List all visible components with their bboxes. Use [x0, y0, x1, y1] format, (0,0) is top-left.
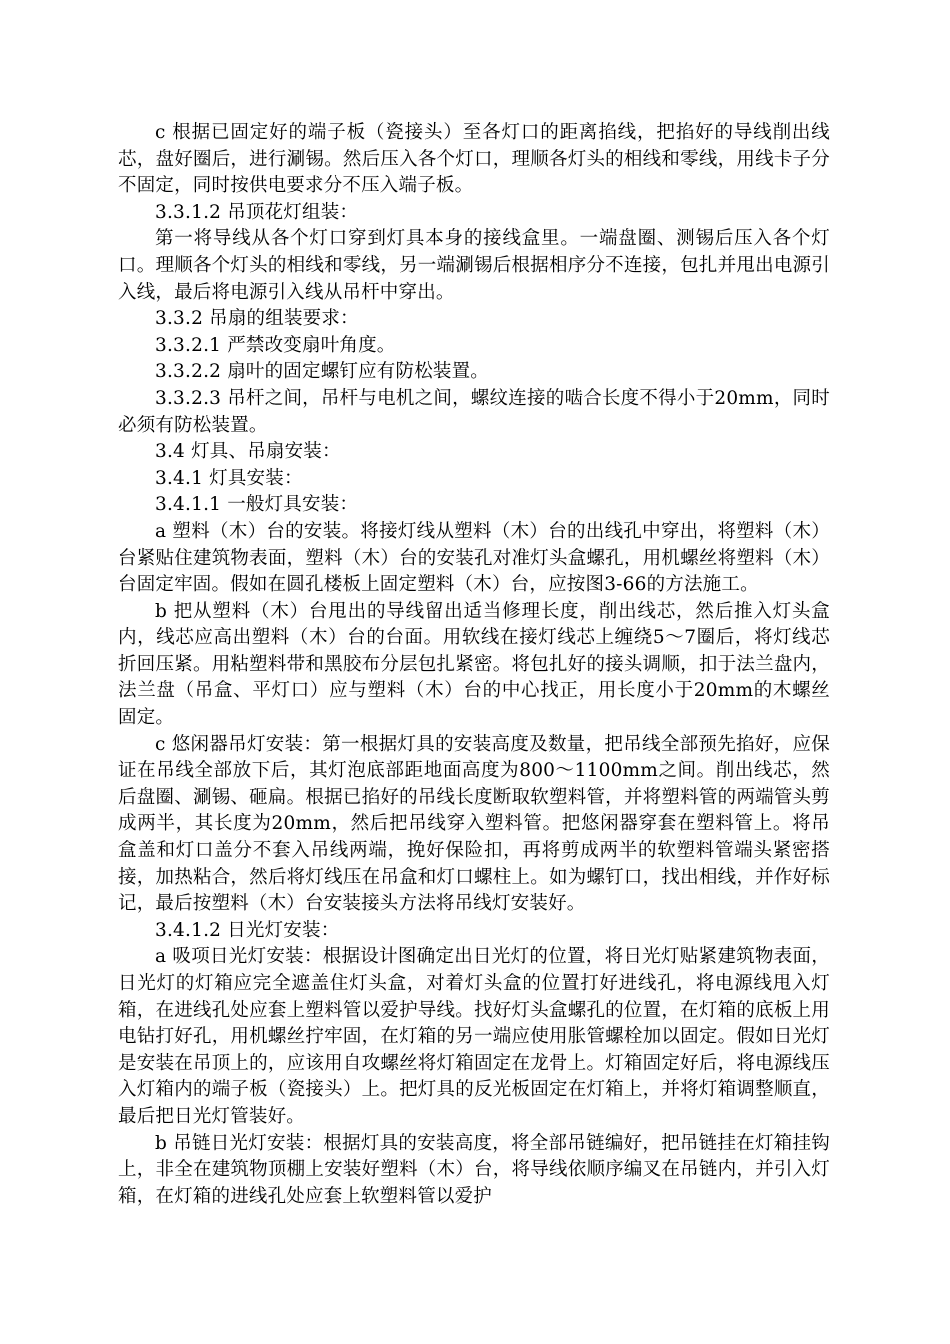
- paragraph: b 把从塑料（木）台甩出的导线留出适当修理长度，削出线芯，然后推入灯头盒内，线芯应高出塑料（木）台的台面。用软线在接灯线芯上缠绕5～7圈后，将灯线芯折回压紧。用粘塑料带和黑胶布分层包扎紧密。将包扎好的接头调顺，扣于法兰盘内，法兰盘（吊盒、平灯口）应与塑料（木）台的中心找正，用长度小于20mm的木螺丝固定。: [118, 600, 830, 729]
- paragraph: a 吸项日光灯安装：根据设计图确定出日光灯的位置，将日光灯贴紧建筑物表面，日光灯的灯箱应完全遮盖住灯头盒，对着灯头盒的位置打好进线孔，将电源线甩入灯箱，在进线孔处应套上塑料管以爱护导线。找好灯头盒螺孔的位置，在灯箱的底板上用电钻打好孔，用机螺丝拧牢固，在灯箱的另一端应使用胀管螺栓加以固定。假如日光灯是安装在吊顶上的，应该用自攻螺丝将灯箱固定在龙骨上。灯箱固定好后，将电源线压入灯箱内的端子板（瓷接头）上。把灯具的反光板固定在灯箱上，并将灯箱调整顺直，最后把日光灯管装好。: [118, 946, 830, 1127]
- section-heading: 3.3.2 吊扇的组装要求：: [155, 308, 359, 330]
- section-heading: 3.4.1.2 日光灯安装：: [155, 919, 340, 941]
- section-heading: 3.4.1.1 一般灯具安装：: [155, 494, 359, 516]
- section-heading: 3.4 灯具、吊扇安装：: [155, 441, 341, 463]
- paragraph: 3.3.2.3 吊杆之间，吊杆与电机之间，螺纹连接的啮合长度不得小于20mm，同时必须有防松装置。: [118, 387, 830, 436]
- section-heading: 3.3.2.1 严禁改变扇叶角度。: [155, 334, 396, 356]
- section-heading: 3.3.2.2 扇叶的固定螺钉应有防松装置。: [155, 361, 490, 383]
- paragraph: a 塑料（木）台的安装。将接灯线从塑料（木）台的出线孔中穿出，将塑料（木）台紧贴住建筑物表面，塑料（木）台的安装孔对准灯头盒螺孔，用机螺丝将塑料（木）台固定牢固。假如在圆孔楼板上固定塑料（木）台，应按图3-66的方法施工。: [118, 520, 830, 596]
- paragraph: b 吊链日光灯安装：根据灯具的安装高度，将全部吊链编好，把吊链挂在灯箱挂钩上，非全在建筑物顶棚上安装好塑料（木）台，将导线依顺序编叉在吊链内，并引入灯箱，在灯箱的进线孔处应套上软塑料管以爱护: [118, 1132, 830, 1207]
- paragraph: 第一将导线从各个灯口穿到灯具本身的接线盒里。一端盘圈、测锡后压入各个灯口。理顺各个灯头的相线和零线，另一端涮锡后根据相序分不连接，包扎并甩出电源引入线，最后将电源引入线从吊杆中穿出。: [118, 228, 830, 303]
- document-page: [118, 120, 830, 1210]
- section-heading: 3.3.1.2 吊顶花灯组装：: [155, 201, 359, 223]
- paragraph: c 根据已固定好的端子板（瓷接头）至各灯口的距离掐线，把掐好的导线削出线芯，盘好圈后，进行涮锡。然后压入各个灯口，理顺各灯头的相线和零线，用线卡子分不固定，同时按供电要求分不压入端子板。: [118, 122, 830, 197]
- section-heading: 3.4.1 灯具安装：: [155, 467, 303, 489]
- paragraph: c 悠闲器吊灯安装：第一根据灯具的安装高度及数量，把吊线全部预先掐好，应保证在吊线全部放下后，其灯泡底部距地面高度为800～1100mm之间。削出线芯，然后盘圈、涮锡、砸扁。根据已掐好的吊线长度断取软塑料管，并将塑料管的两端管头剪成两半，其长度为20mm，然后把吊线穿入塑料管。把悠闲器穿套在塑料管上。将吊盒盖和灯口盖分不套入吊线两端，挽好保险扣，再将剪成两半的软塑料管端头紧密搭接，加热粘合，然后将灯线压在吊盒和灯口螺柱上。如为螺钉口，找出相线，并作好标记，最后按塑料（木）台安装接头方法将吊线灯安装好。: [118, 733, 830, 915]
